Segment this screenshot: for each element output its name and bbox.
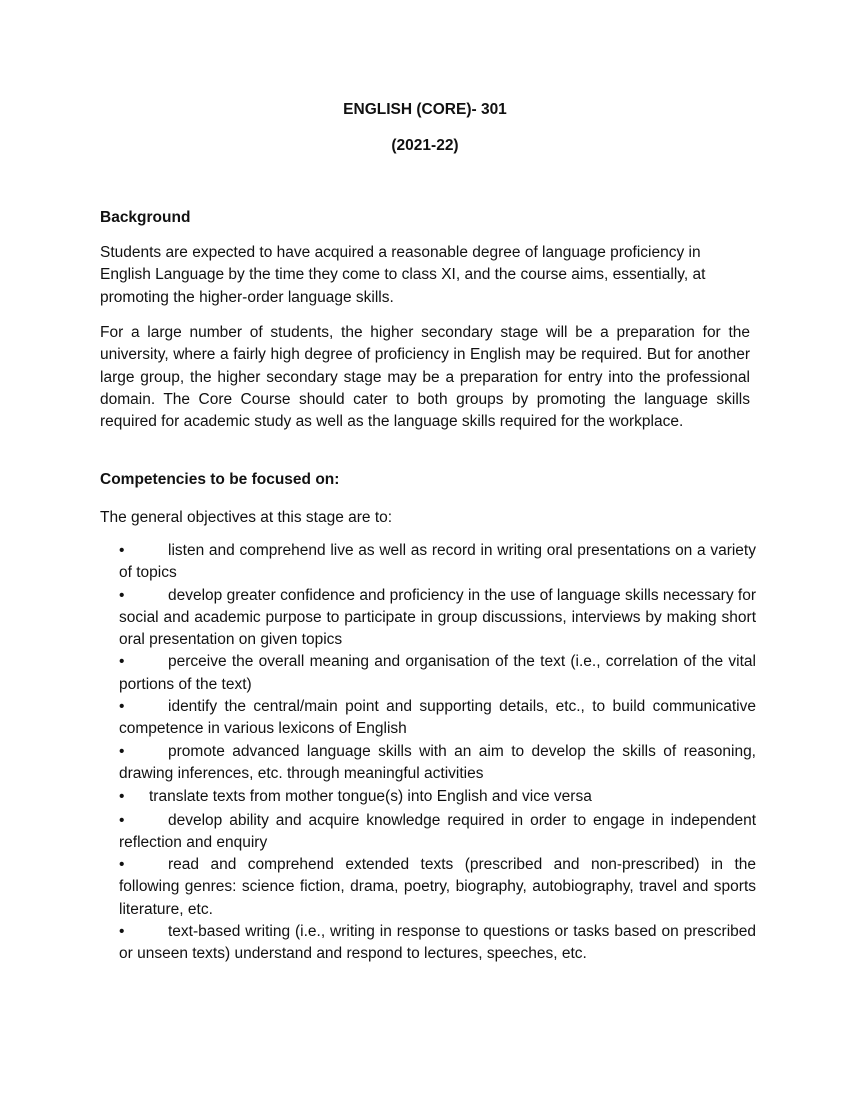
bullet-icon: • xyxy=(119,653,125,671)
bullet-icon: • xyxy=(119,788,125,806)
list-item xyxy=(119,651,756,696)
background-paragraph-2: For a large number of students, the higher secondary stage will be a preparation for the university, where a fairly high degree of proficiency in English may be required. But for another large group, the higher secondary stage may be a preparation for entry into the professional domain. The Core Course should cater to both groups by promoting the language skills required for academic study as well as the language skills required for the workplace. xyxy=(100,324,750,431)
bullet-icon: • xyxy=(119,742,125,760)
list-item xyxy=(119,585,756,652)
objectives-list xyxy=(119,540,756,966)
bullet-icon: • xyxy=(119,923,125,941)
list-item xyxy=(119,741,756,786)
bullet-icon: • xyxy=(119,698,125,716)
bullet-icon: • xyxy=(119,586,125,604)
bullet-icon: • xyxy=(119,811,125,829)
list-item xyxy=(119,921,756,966)
list-item-text: text-based writing (i.e., writing in response to questions or tasks based on prescribed or unseen texts) understand and respond to lectures, speeches, etc. xyxy=(119,923,756,963)
objectives-intro: The general objectives at this stage are to: xyxy=(100,509,393,526)
list-item xyxy=(119,854,756,921)
background-paragraph-1: Students are expected to have acquired a reasonable degree of language proficiency in English Language by the time they come to class XI, and the course aims, essentially, at promoting the higher-order language skills. xyxy=(100,244,706,306)
list-item xyxy=(119,810,756,855)
document-session: (2021-22) xyxy=(391,137,459,154)
background-heading: Background xyxy=(100,209,191,226)
list-item xyxy=(119,540,756,585)
bullet-icon: • xyxy=(119,542,125,559)
list-item-text: develop greater confidence and proficiency in the use of language skills necessary for social and academic purpose to participate in group discussions, interviews by making short oral presentation on given topics xyxy=(119,586,756,649)
list-item-text: perceive the overall meaning and organisation of the text (i.e., correlation of the vital portions of the text) xyxy=(119,653,756,693)
list-item xyxy=(119,786,756,808)
bullet-icon: • xyxy=(119,856,125,874)
list-item-text: read and comprehend extended texts (prescribed and non-prescribed) in the following genres: science fiction, drama, poetry, biography, autobiography, travel and sports literature, etc. xyxy=(119,856,756,918)
list-item-text: translate texts from mother tongue(s) into English and vice versa xyxy=(149,788,592,806)
list-item-text: develop ability and acquire knowledge required in order to engage in independent reflection and enquiry xyxy=(119,811,756,851)
document-title: ENGLISH (CORE)- 301 xyxy=(343,101,507,118)
list-item-text: identify the central/main point and supporting details, etc., to build communicative competence in various lexicons of English xyxy=(119,698,756,738)
competencies-heading: Competencies to be focused on: xyxy=(100,471,340,488)
list-item xyxy=(119,696,756,741)
list-item-text: listen and comprehend live as well as record in writing oral presentations on a variety of topics xyxy=(119,542,756,582)
list-item-text: promote advanced language skills with an aim to develop the skills of reasoning, drawing inferences, etc. through meaningful activities xyxy=(119,742,756,782)
